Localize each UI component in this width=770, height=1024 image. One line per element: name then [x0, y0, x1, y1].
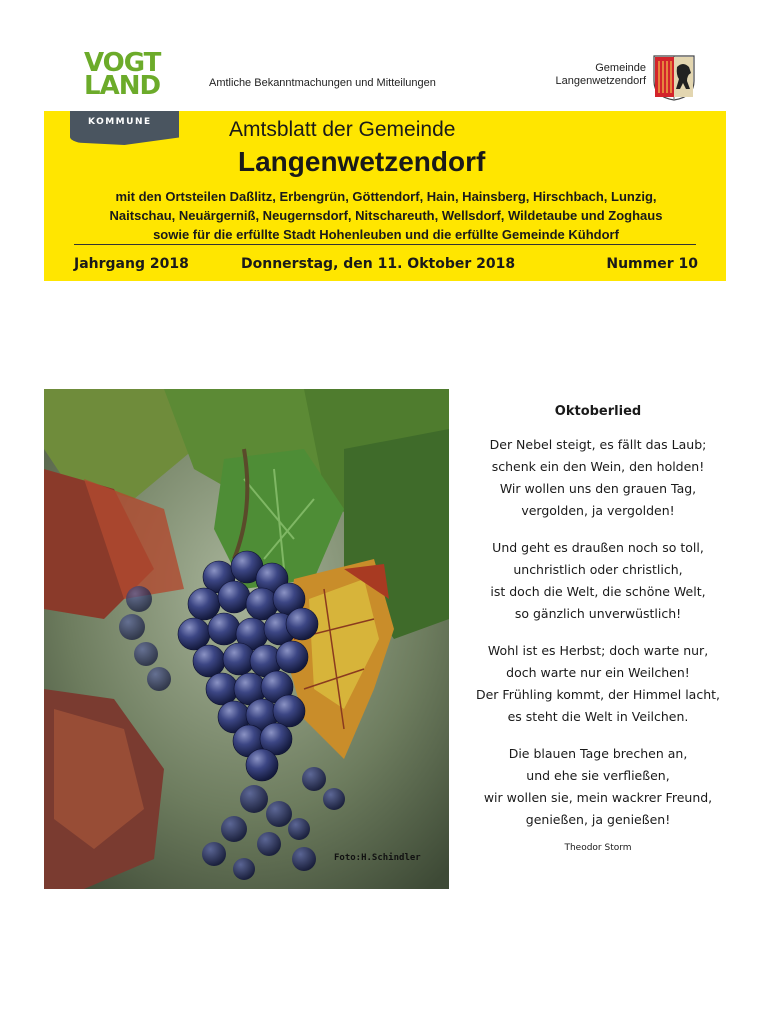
districts-text	[48, 187, 724, 244]
banner-title: Langenwetzendorf	[238, 146, 486, 177]
poem-stanza	[458, 434, 738, 522]
poem-stanza	[458, 743, 738, 831]
poem-line: und ehe sie verfließen,	[526, 768, 670, 783]
poem-line: wir wollen sie, mein wackrer Freund,	[483, 790, 713, 805]
grape-berry	[206, 673, 238, 705]
logo-line-2: LAND	[84, 71, 161, 101]
kommune-label: KOMMUNE	[88, 117, 152, 127]
poem-line: Wir wollen uns den grauen Tag,	[499, 481, 697, 496]
poem-line: es steht die Welt in Veilchen.	[507, 709, 689, 724]
districts-line: Naitschau, Neuärgerniß, Neugernsdorf, Nitschareuth, Wellsdorf, Wildetaube und Zoghaus	[109, 208, 663, 223]
banner-divider	[74, 244, 696, 245]
vogtland-logo	[84, 48, 166, 101]
coat-of-arms-icon	[651, 53, 697, 101]
gemeinde-line-1: Gemeinde	[595, 62, 646, 74]
districts-line: mit den Ortsteilen Daßlitz, Erbengrün, Göttendorf, Hain, Hainsberg, Hirschbach, Lunzig,	[115, 189, 657, 204]
grape-berry	[276, 641, 308, 673]
photo-credit: Foto:H.Schindler	[334, 853, 421, 863]
poem-line: Die blauen Tage brechen an,	[508, 746, 688, 761]
poem-line: unchristlich oder christlich,	[513, 562, 683, 577]
poem-stanza	[458, 640, 738, 728]
grape-berry	[188, 588, 220, 620]
issue-year: Jahrgang 2018	[74, 256, 189, 272]
grape-berry	[218, 581, 250, 613]
grape-berry	[246, 749, 278, 781]
notice-line: Amtliche Bekanntmachungen und Mitteilungen	[209, 77, 436, 89]
poem-line: schenk ein den Wein, den holden!	[491, 459, 705, 474]
poem-line: Und geht es draußen noch so toll,	[492, 540, 704, 555]
gemeinde-label	[555, 62, 646, 88]
poem-stanza	[458, 537, 738, 625]
grapes-photo	[44, 389, 449, 889]
grape-berry	[273, 695, 305, 727]
poem-line: Der Frühling kommt, der Himmel lacht,	[475, 687, 720, 702]
grape-berry	[193, 645, 225, 677]
poem-line: so gänzlich unverwüstlich!	[514, 606, 682, 621]
poem-line: Wohl ist es Herbst; doch warte nur,	[487, 643, 709, 658]
gemeinde-line-2: Langenwetzendorf	[555, 75, 646, 87]
poem-line: doch warte nur ein Weilchen!	[506, 665, 690, 680]
poem-line: genießen, ja genießen!	[525, 812, 671, 827]
issue-date: Donnerstag, den 11. Oktober 2018	[241, 256, 516, 272]
banner-subtitle: Amtsblatt der Gemeinde	[229, 118, 456, 141]
grape-berry	[208, 613, 240, 645]
poem-author: Theodor Storm	[564, 843, 632, 853]
poem-line: Der Nebel steigt, es fällt das Laub;	[489, 437, 707, 452]
poem-line: vergolden, ja vergolden!	[521, 503, 675, 518]
poem-title: Oktoberlied	[554, 404, 642, 419]
poem	[458, 404, 738, 853]
grape-berry	[286, 608, 318, 640]
districts-line: sowie für die erfüllte Stadt Hohenleuben und die erfüllte Gemeinde Kühdorf	[153, 227, 619, 242]
logo-line-1: VOGT	[84, 48, 161, 78]
issue-number: Nummer 10	[606, 256, 698, 272]
poem-line: ist doch die Welt, die schöne Welt,	[490, 584, 706, 599]
